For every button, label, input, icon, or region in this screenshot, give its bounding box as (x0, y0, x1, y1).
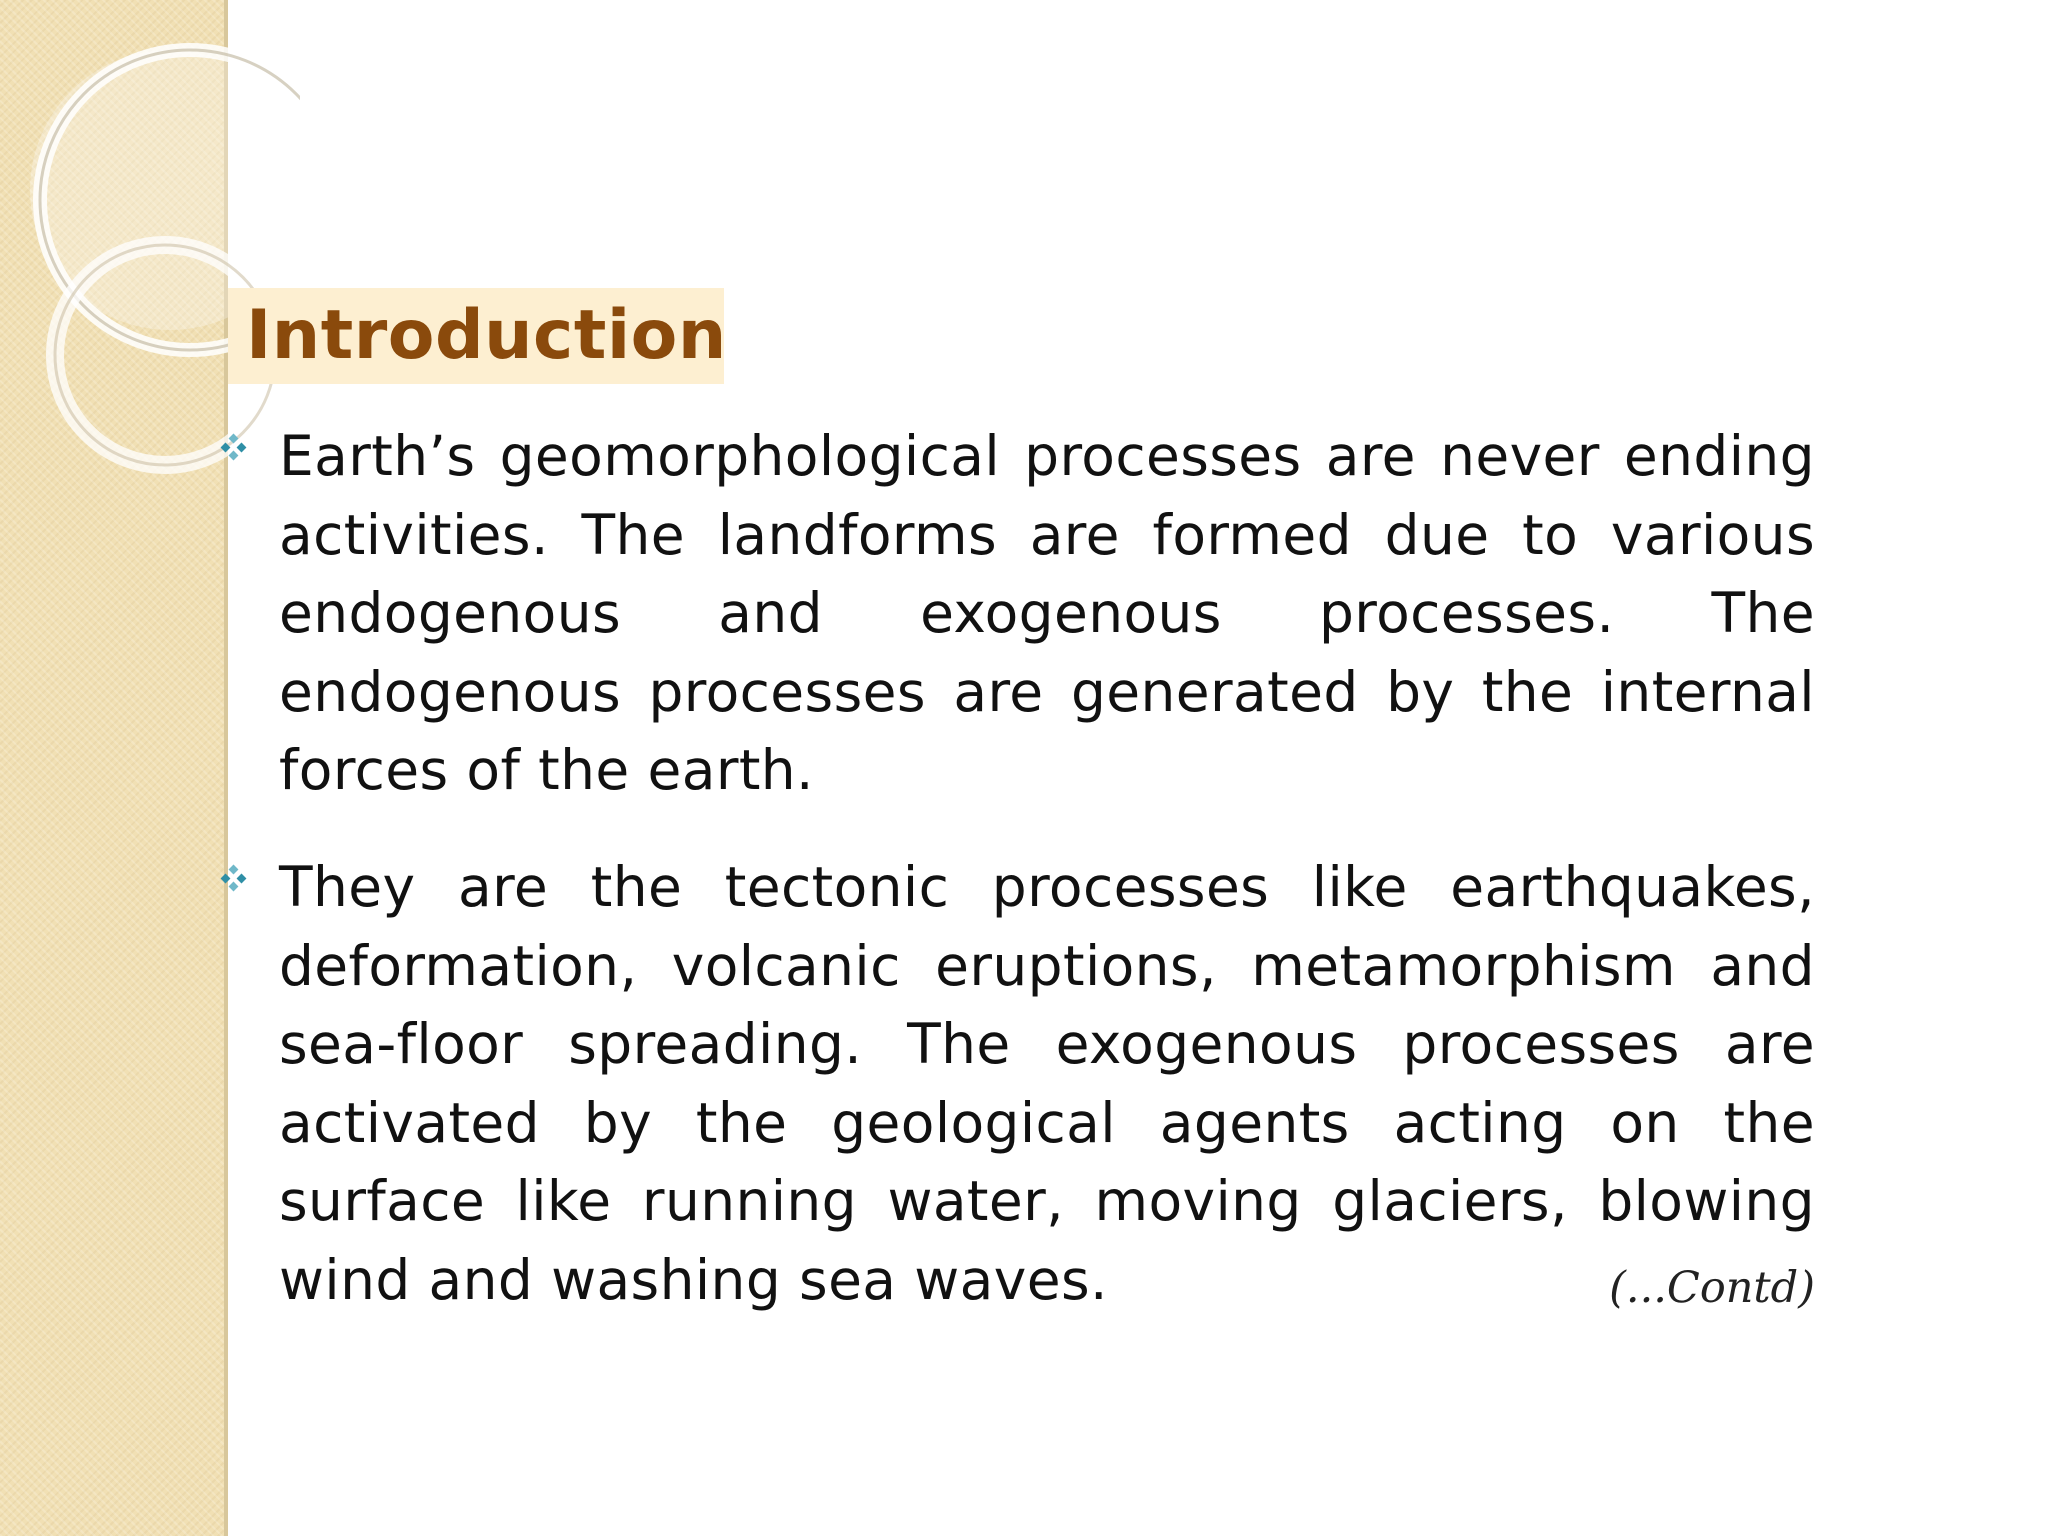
diamond-bullet-icon (219, 864, 249, 894)
slide-title: Introduction (246, 296, 727, 375)
bullet-paragraph-1: Earth’s geomorphological processes are never ending activities. The landforms are formed due to various endogenous and exogenous processes. The endogenous processes are generated by the internal forces of the earth. (279, 424, 1815, 802)
decorative-rings-graphic (0, 0, 300, 520)
diamond-bullet-icon (219, 433, 249, 463)
continued-label: (...Contd) (1609, 1263, 1815, 1313)
bullet-paragraph-2: They are the tectonic processes like earthquakes, deformation, volcanic eruptions, metamorphism and sea-floor spreading. The exogenous processes are activated by the geological agents acting on the surface like running water, moving glaciers, blowing wind and washing sea waves. (279, 855, 1815, 1312)
